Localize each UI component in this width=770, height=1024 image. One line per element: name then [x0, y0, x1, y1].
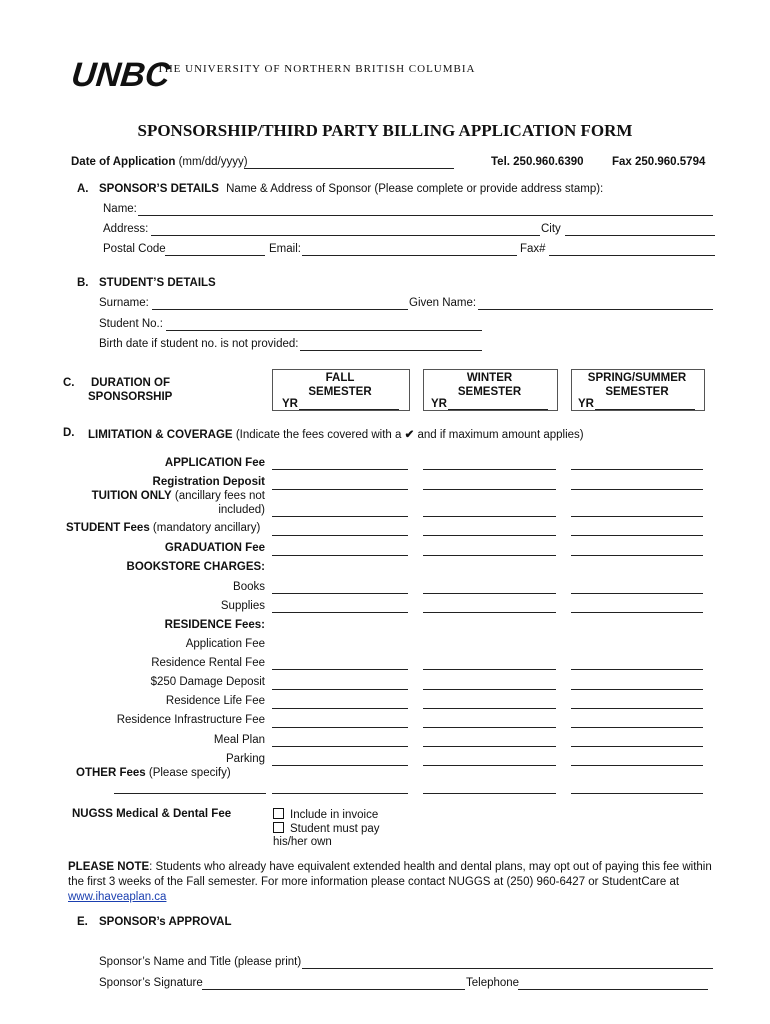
section-a-instruction: Name & Address of Sponsor (Please complete or provide address stamp): [226, 183, 604, 195]
svg-text:UNBC: UNBC [69, 56, 172, 94]
application-fee-winter-field[interactable] [423, 469, 556, 470]
please-note-text-2: the first 3 weeks of the Fall semester. For more information please contact NUGGS at (250) 960-6427 or StudentCare at [68, 876, 680, 888]
nugss-label: NUGSS Medical & Dental Fee [72, 808, 232, 820]
please-note-link-wrap [68, 891, 166, 903]
ihaveaplan-link[interactable]: www.ihaveaplan.ca [68, 891, 167, 903]
meal-plan-label: Meal Plan [213, 734, 265, 746]
sponsor-email-label: Email: [269, 243, 301, 255]
sponsor-postal-label: Postal Code [103, 243, 166, 255]
phone-number: Tel. 250.960.6390 [491, 156, 584, 168]
graduation-fee-label: GRADUATION Fee [164, 542, 265, 554]
sponsor-email-field[interactable] [302, 255, 517, 256]
section-d-instruction-pre: (Indicate the fees covered with a [235, 429, 402, 441]
student-fees-text: STUDENT Fees [66, 522, 150, 534]
spring-line1: SPRING/SUMMER [587, 372, 687, 384]
student-must-pay-label-2: his/her own [273, 836, 332, 848]
tuition-only-text: TUITION ONLY [91, 490, 172, 502]
res-life-fee-fall-field[interactable] [272, 708, 408, 709]
student-must-pay-option[interactable] [273, 822, 380, 835]
supplies-winter-field[interactable] [423, 612, 556, 613]
given-name-label: Given Name: [409, 297, 477, 309]
tuition-only-spring-field[interactable] [571, 516, 703, 517]
registration-deposit-fall-field[interactable] [272, 489, 408, 490]
student-must-pay-checkbox[interactable] [273, 822, 284, 833]
supplies-spring-field[interactable] [571, 612, 703, 613]
other-fees-text: OTHER Fees [76, 767, 146, 779]
section-b-letter: B. [77, 277, 89, 289]
winter-line1: WINTER [466, 372, 513, 384]
winter-yr-label: YR [431, 398, 447, 410]
damage-deposit-fall-field[interactable] [272, 689, 408, 690]
sponsor-address-label: Address: [103, 223, 149, 235]
res-life-fee-label: Residence Life Fee [165, 695, 265, 707]
checkmark-icon: ✔ [404, 429, 415, 441]
form-title: SPONSORSHIP/THIRD PARTY BILLING APPLICATION FORM [137, 121, 633, 140]
res-rental-fee-fall-field[interactable] [272, 669, 408, 670]
bookstore-label: BOOKSTORE CHARGES: [126, 561, 265, 573]
application-fee-label: APPLICATION Fee [164, 457, 265, 469]
please-note [68, 861, 712, 873]
date-of-application-label [71, 156, 248, 168]
supplies-label: Supplies [220, 600, 265, 612]
date-format: (mm/dd/yyyy) [178, 156, 248, 168]
sponsor-name-title-label: Sponsor’s Name and Title (please print) [99, 956, 302, 968]
sponsor-signature-label: Sponsor’s Signature [99, 977, 203, 989]
res-life-fee-spring-field[interactable] [571, 708, 703, 709]
student-no-field[interactable] [166, 330, 482, 331]
section-c-letter: C. [63, 377, 75, 389]
meal-plan-spring-field[interactable] [571, 746, 703, 747]
fall-yr-label: YR [282, 398, 298, 410]
supplies-fall-field[interactable] [272, 612, 408, 613]
sponsor-city-label: City [541, 223, 561, 235]
unbc-logo-mark [69, 52, 172, 98]
university-name: THE UNIVERSITY OF NORTHERN BRITISH COLUMBIA [157, 63, 476, 75]
tuition-note-1: (ancillary fees not [174, 490, 265, 502]
damage-deposit-winter-field[interactable] [423, 689, 556, 690]
tuition-only-label [92, 490, 265, 502]
res-rental-fee-winter-field[interactable] [423, 669, 556, 670]
parking-spring-field[interactable] [571, 765, 703, 766]
section-b-heading: STUDENT’S DETAILS [99, 277, 216, 289]
registration-deposit-label: Registration Deposit [152, 476, 265, 488]
surname-label: Surname: [99, 297, 149, 309]
section-e-letter: E. [77, 916, 88, 928]
other-fees-fall-field[interactable] [272, 793, 408, 794]
res-life-fee-winter-field[interactable] [423, 708, 556, 709]
other-fees-note: (Please specify) [148, 767, 231, 779]
books-winter-field[interactable] [423, 593, 556, 594]
sponsor-address-field[interactable] [151, 235, 540, 236]
registration-deposit-winter-field[interactable] [423, 489, 556, 490]
application-fee-spring-field[interactable] [571, 469, 703, 470]
res-application-fee-label: Application Fee [185, 638, 265, 650]
spring-yr-label: YR [578, 398, 594, 410]
res-rental-fee-spring-field[interactable] [571, 669, 703, 670]
section-c-heading-2: SPONSORSHIP [88, 391, 173, 403]
sponsor-telephone-label: Telephone [466, 977, 520, 989]
birth-date-label: Birth date if student no. is not provided: [99, 338, 299, 350]
application-fee-fall-field[interactable] [272, 469, 408, 470]
spring-line2: SEMESTER [605, 386, 669, 398]
winter-yr-field[interactable] [448, 409, 548, 410]
fall-yr-field[interactable] [299, 409, 399, 410]
res-infra-fee-winter-field[interactable] [423, 727, 556, 728]
section-a-header [99, 183, 603, 195]
date-field[interactable] [244, 168, 454, 169]
graduation-fee-fall-field[interactable] [272, 555, 408, 556]
date-label: Date of Application [71, 156, 176, 168]
tuition-note-2: included) [218, 504, 265, 516]
student-fees-winter-field[interactable] [423, 535, 556, 536]
given-name-field[interactable] [478, 309, 713, 310]
residence-fees-label: RESIDENCE Fees: [164, 619, 265, 631]
sponsor-fax-field[interactable] [549, 255, 715, 256]
include-in-invoice-label: Include in invoice [290, 809, 379, 821]
books-fall-field[interactable] [272, 593, 408, 594]
damage-deposit-label: $250 Damage Deposit [150, 676, 265, 688]
tuition-only-winter-field[interactable] [423, 516, 556, 517]
other-fees-spring-field[interactable] [571, 793, 703, 794]
damage-deposit-spring-field[interactable] [571, 689, 703, 690]
section-a-heading: SPONSOR’S DETAILS [99, 183, 219, 195]
sponsor-signature-field[interactable] [202, 989, 465, 990]
section-e-heading: SPONSOR’s APPROVAL [99, 916, 232, 928]
section-d-header [88, 427, 584, 441]
sponsor-name-title-field[interactable] [302, 968, 713, 969]
include-in-invoice-checkbox[interactable] [273, 808, 284, 819]
please-note-text-1: : Students who already have equivalent extended health and dental plans, may opt out of paying this fee within [149, 861, 712, 873]
section-c-heading-1: DURATION OF [91, 377, 171, 389]
section-d-instruction-post: and if maximum amount applies) [417, 429, 584, 441]
fall-line2: SEMESTER [308, 386, 372, 398]
books-label: Books [233, 581, 265, 593]
include-in-invoice-option[interactable] [273, 808, 378, 821]
books-spring-field[interactable] [571, 593, 703, 594]
please-note-label: PLEASE NOTE [68, 861, 150, 873]
sponsor-city-field[interactable] [565, 235, 715, 236]
section-d-heading: LIMITATION & COVERAGE [88, 429, 233, 441]
graduation-fee-spring-field[interactable] [571, 555, 703, 556]
student-must-pay-label: Student must pay [290, 823, 380, 835]
res-infra-fee-fall-field[interactable] [272, 727, 408, 728]
student-no-label: Student No.: [99, 318, 163, 330]
student-fees-spring-field[interactable] [571, 535, 703, 536]
birth-date-field[interactable] [300, 350, 482, 351]
res-infra-fee-spring-field[interactable] [571, 727, 703, 728]
parking-winter-field[interactable] [423, 765, 556, 766]
meal-plan-winter-field[interactable] [423, 746, 556, 747]
spring-semester-heading [571, 371, 703, 399]
tuition-only-fall-field[interactable] [272, 516, 408, 517]
parking-fall-field[interactable] [272, 765, 408, 766]
fall-semester-heading [272, 371, 408, 399]
surname-field[interactable] [152, 309, 408, 310]
student-fees-label [66, 522, 260, 534]
winter-line2: SEMESTER [457, 386, 522, 398]
student-fees-fall-field[interactable] [272, 535, 408, 536]
registration-deposit-spring-field[interactable] [571, 489, 703, 490]
unbc-logo [69, 52, 172, 98]
other-fees-label [76, 767, 231, 779]
winter-semester-heading [423, 371, 556, 399]
res-rental-fee-label: Residence Rental Fee [151, 657, 265, 669]
sponsor-telephone-field[interactable] [518, 989, 708, 990]
section-d-letter: D. [63, 427, 75, 439]
graduation-fee-winter-field[interactable] [423, 555, 556, 556]
parking-label: Parking [226, 753, 265, 765]
sponsor-fax-label: Fax# [520, 243, 546, 255]
res-infra-fee-label: Residence Infrastructure Fee [116, 714, 265, 726]
meal-plan-fall-field[interactable] [272, 746, 408, 747]
fall-line1: FALL [325, 372, 355, 384]
sponsor-name-field[interactable] [138, 215, 713, 216]
sponsor-name-label: Name: [103, 203, 137, 215]
section-a-letter: A. [77, 183, 89, 195]
student-fees-note: (mandatory ancillary) [152, 522, 261, 534]
other-fees-winter-field[interactable] [423, 793, 556, 794]
other-fees-specify-field[interactable] [114, 793, 266, 794]
sponsor-postal-field[interactable] [165, 255, 265, 256]
fax-number: Fax 250.960.5794 [612, 156, 706, 168]
spring-yr-field[interactable] [595, 409, 695, 410]
